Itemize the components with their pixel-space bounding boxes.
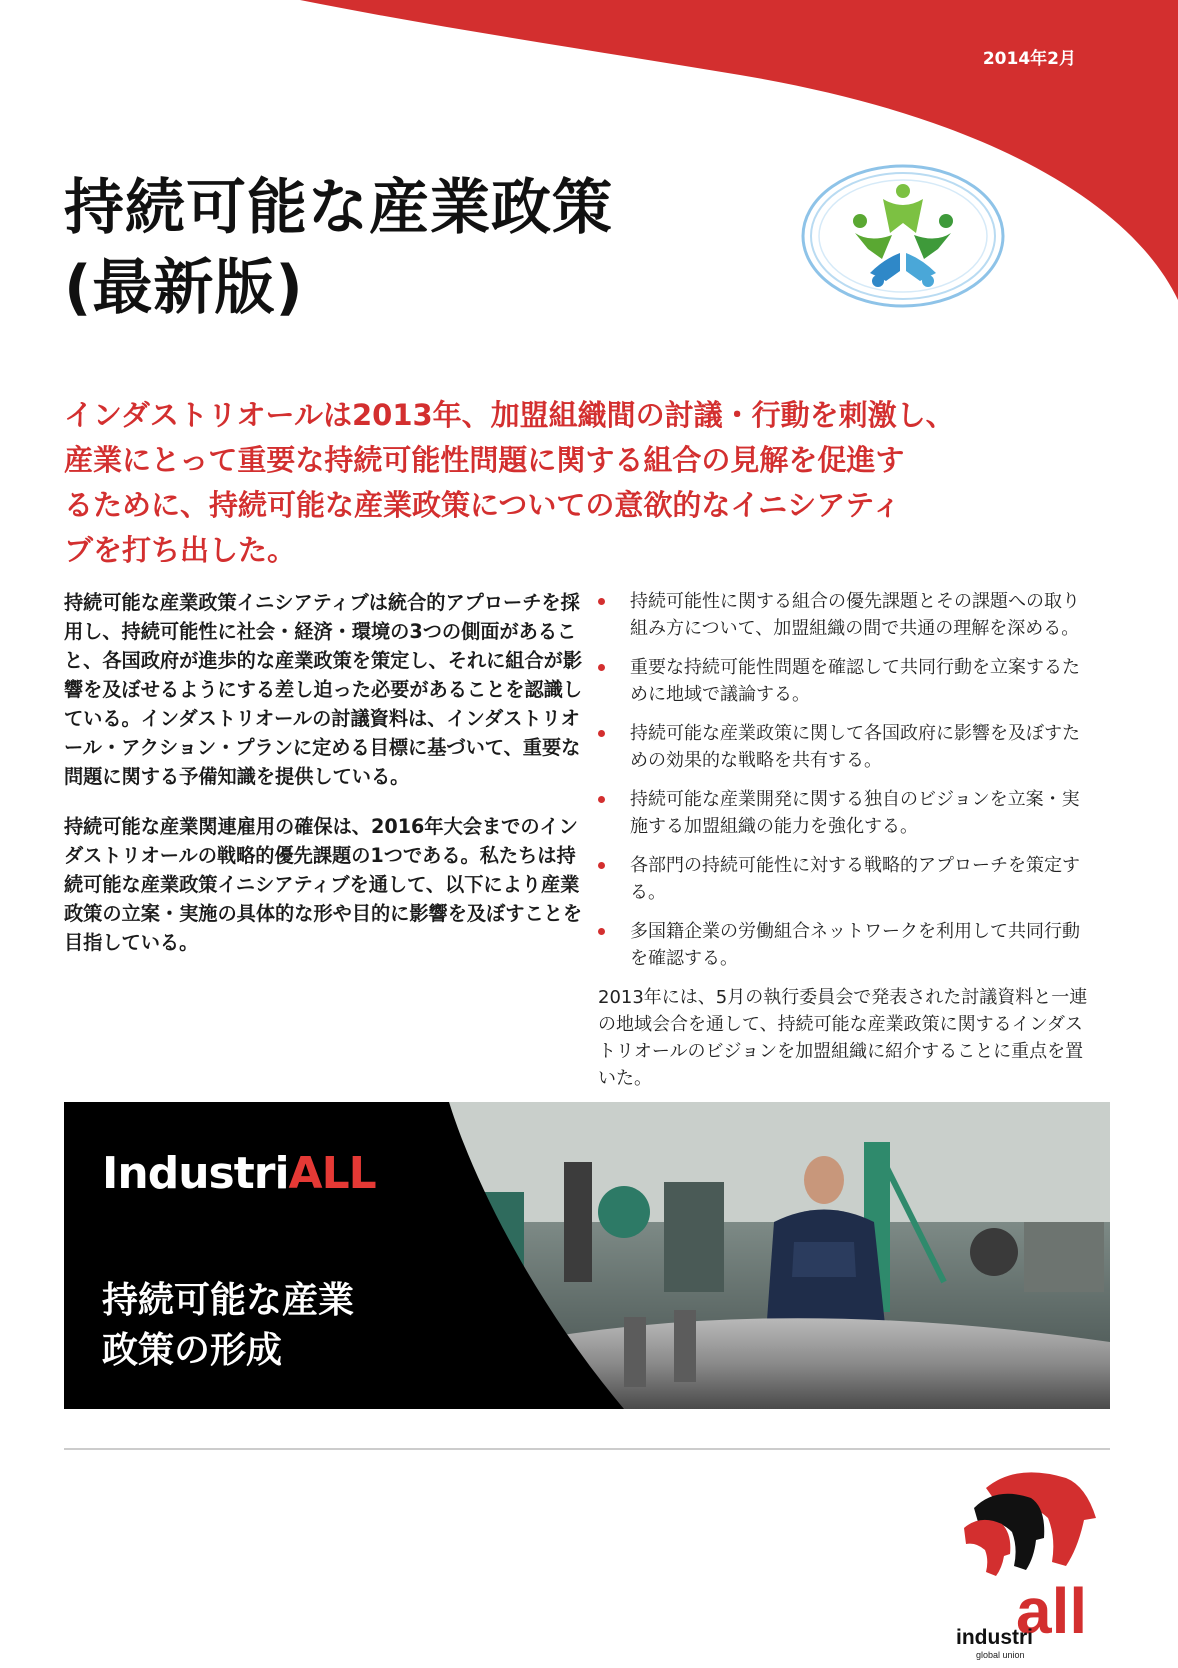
bullet-dot-icon	[598, 598, 605, 605]
industriall-wordmark	[102, 1148, 376, 1199]
bullet-dot-icon	[598, 928, 605, 935]
brand-prefix: Industri	[102, 1148, 289, 1199]
left-column	[64, 588, 588, 978]
list-item	[598, 654, 1094, 708]
banner-caption	[102, 1276, 462, 1376]
list-item-text: 各部門の持続可能性に対する戦略的アプローチを策定する。	[630, 855, 1080, 903]
bullet-dot-icon	[598, 862, 605, 869]
footer-divider	[64, 1448, 1110, 1450]
lead-paragraph	[64, 393, 1074, 573]
lead-line: 産業にとって重要な持続可能性問題に関する組合の見解を促進す	[64, 443, 905, 477]
list-item-text: 持続可能な産業政策に関して各国政府に影響を及ぼすための効果的な戦略を共有する。	[630, 723, 1080, 771]
logo-all-glyph: all	[1016, 1575, 1088, 1647]
lead-line: ブを打ち出した。	[64, 533, 297, 567]
title-line: (最新版)	[64, 253, 304, 323]
list-item	[598, 852, 1094, 906]
list-item-text: 持続可能性に関する組合の優先課題とその課題への取り組み方について、加盟組織の間で共通の理解を深める。	[630, 591, 1080, 639]
body-paragraph: 持続可能な産業関連雇用の確保は、2016年大会までのインダストリオールの戦略的優先課題の1つである。私たちは持続可能な産業政策イニシアティブを通して、以下により産業政策の立案・実施の具体的な形や目的に影響を及ぼすことを目指している。	[64, 815, 583, 954]
logo-wordmark: industri	[956, 1626, 1033, 1649]
list-item	[598, 720, 1094, 774]
list-item	[598, 786, 1094, 840]
right-column	[598, 588, 1094, 1092]
lead-line: インダストリオールは2013年、加盟組織間の討議・行動を刺激し、	[64, 398, 955, 432]
banner-caption-line: 政策の形成	[102, 1330, 283, 1371]
page-title	[64, 168, 764, 328]
cover-banner	[64, 1102, 1110, 1409]
brand-highlight: ALL	[288, 1148, 376, 1199]
title-line: 持続可能な産業政策	[64, 173, 613, 243]
list-item-text: 多国籍企業の労働組合ネットワークを利用して共同行動を確認する。	[630, 921, 1080, 969]
list-item-text: 持続可能な産業開発に関する独自のビジョンを立案・実施する加盟組織の能力を強化する。	[630, 789, 1080, 837]
publication-date: 2014年2月	[982, 49, 1076, 69]
sustainability-people-circle-icon	[800, 163, 1006, 309]
objectives-list	[598, 588, 1094, 972]
list-item	[598, 918, 1094, 972]
list-item	[598, 588, 1094, 642]
closing-paragraph: 2013年には、5月の執行委員会で発表された討議資料と一連の地域会合を通して、持続可能な産業政策に関するインダストリオールのビジョンを加盟組織に紹介することに重点を置いた。	[598, 987, 1088, 1089]
bullet-dot-icon	[598, 730, 605, 737]
banner-caption-line: 持続可能な産業	[102, 1280, 355, 1321]
lead-line: るために、持続可能な産業政策についての意欲的なイニシアティ	[64, 488, 901, 522]
logo-subtitle: global union	[976, 1650, 1025, 1660]
bullet-dot-icon	[598, 796, 605, 803]
list-item-text: 重要な持続可能性問題を確認して共同行動を立案するために地域で議論する。	[630, 657, 1080, 705]
bullet-dot-icon	[598, 664, 605, 671]
body-paragraph: 持続可能な産業政策イニシアティブは統合的アプローチを採用し、持続可能性に社会・経済・環境の3つの側面があること、各国政府が進歩的な産業政策を策定し、それに組合が影響を及ぼせるようにする差し迫った必要があることを認識している。インダストリオールの討議資料は、インダストリオール・アクション・プランに定める目標に基づいて、重要な問題に関する予備知識を提供している。	[64, 591, 583, 788]
